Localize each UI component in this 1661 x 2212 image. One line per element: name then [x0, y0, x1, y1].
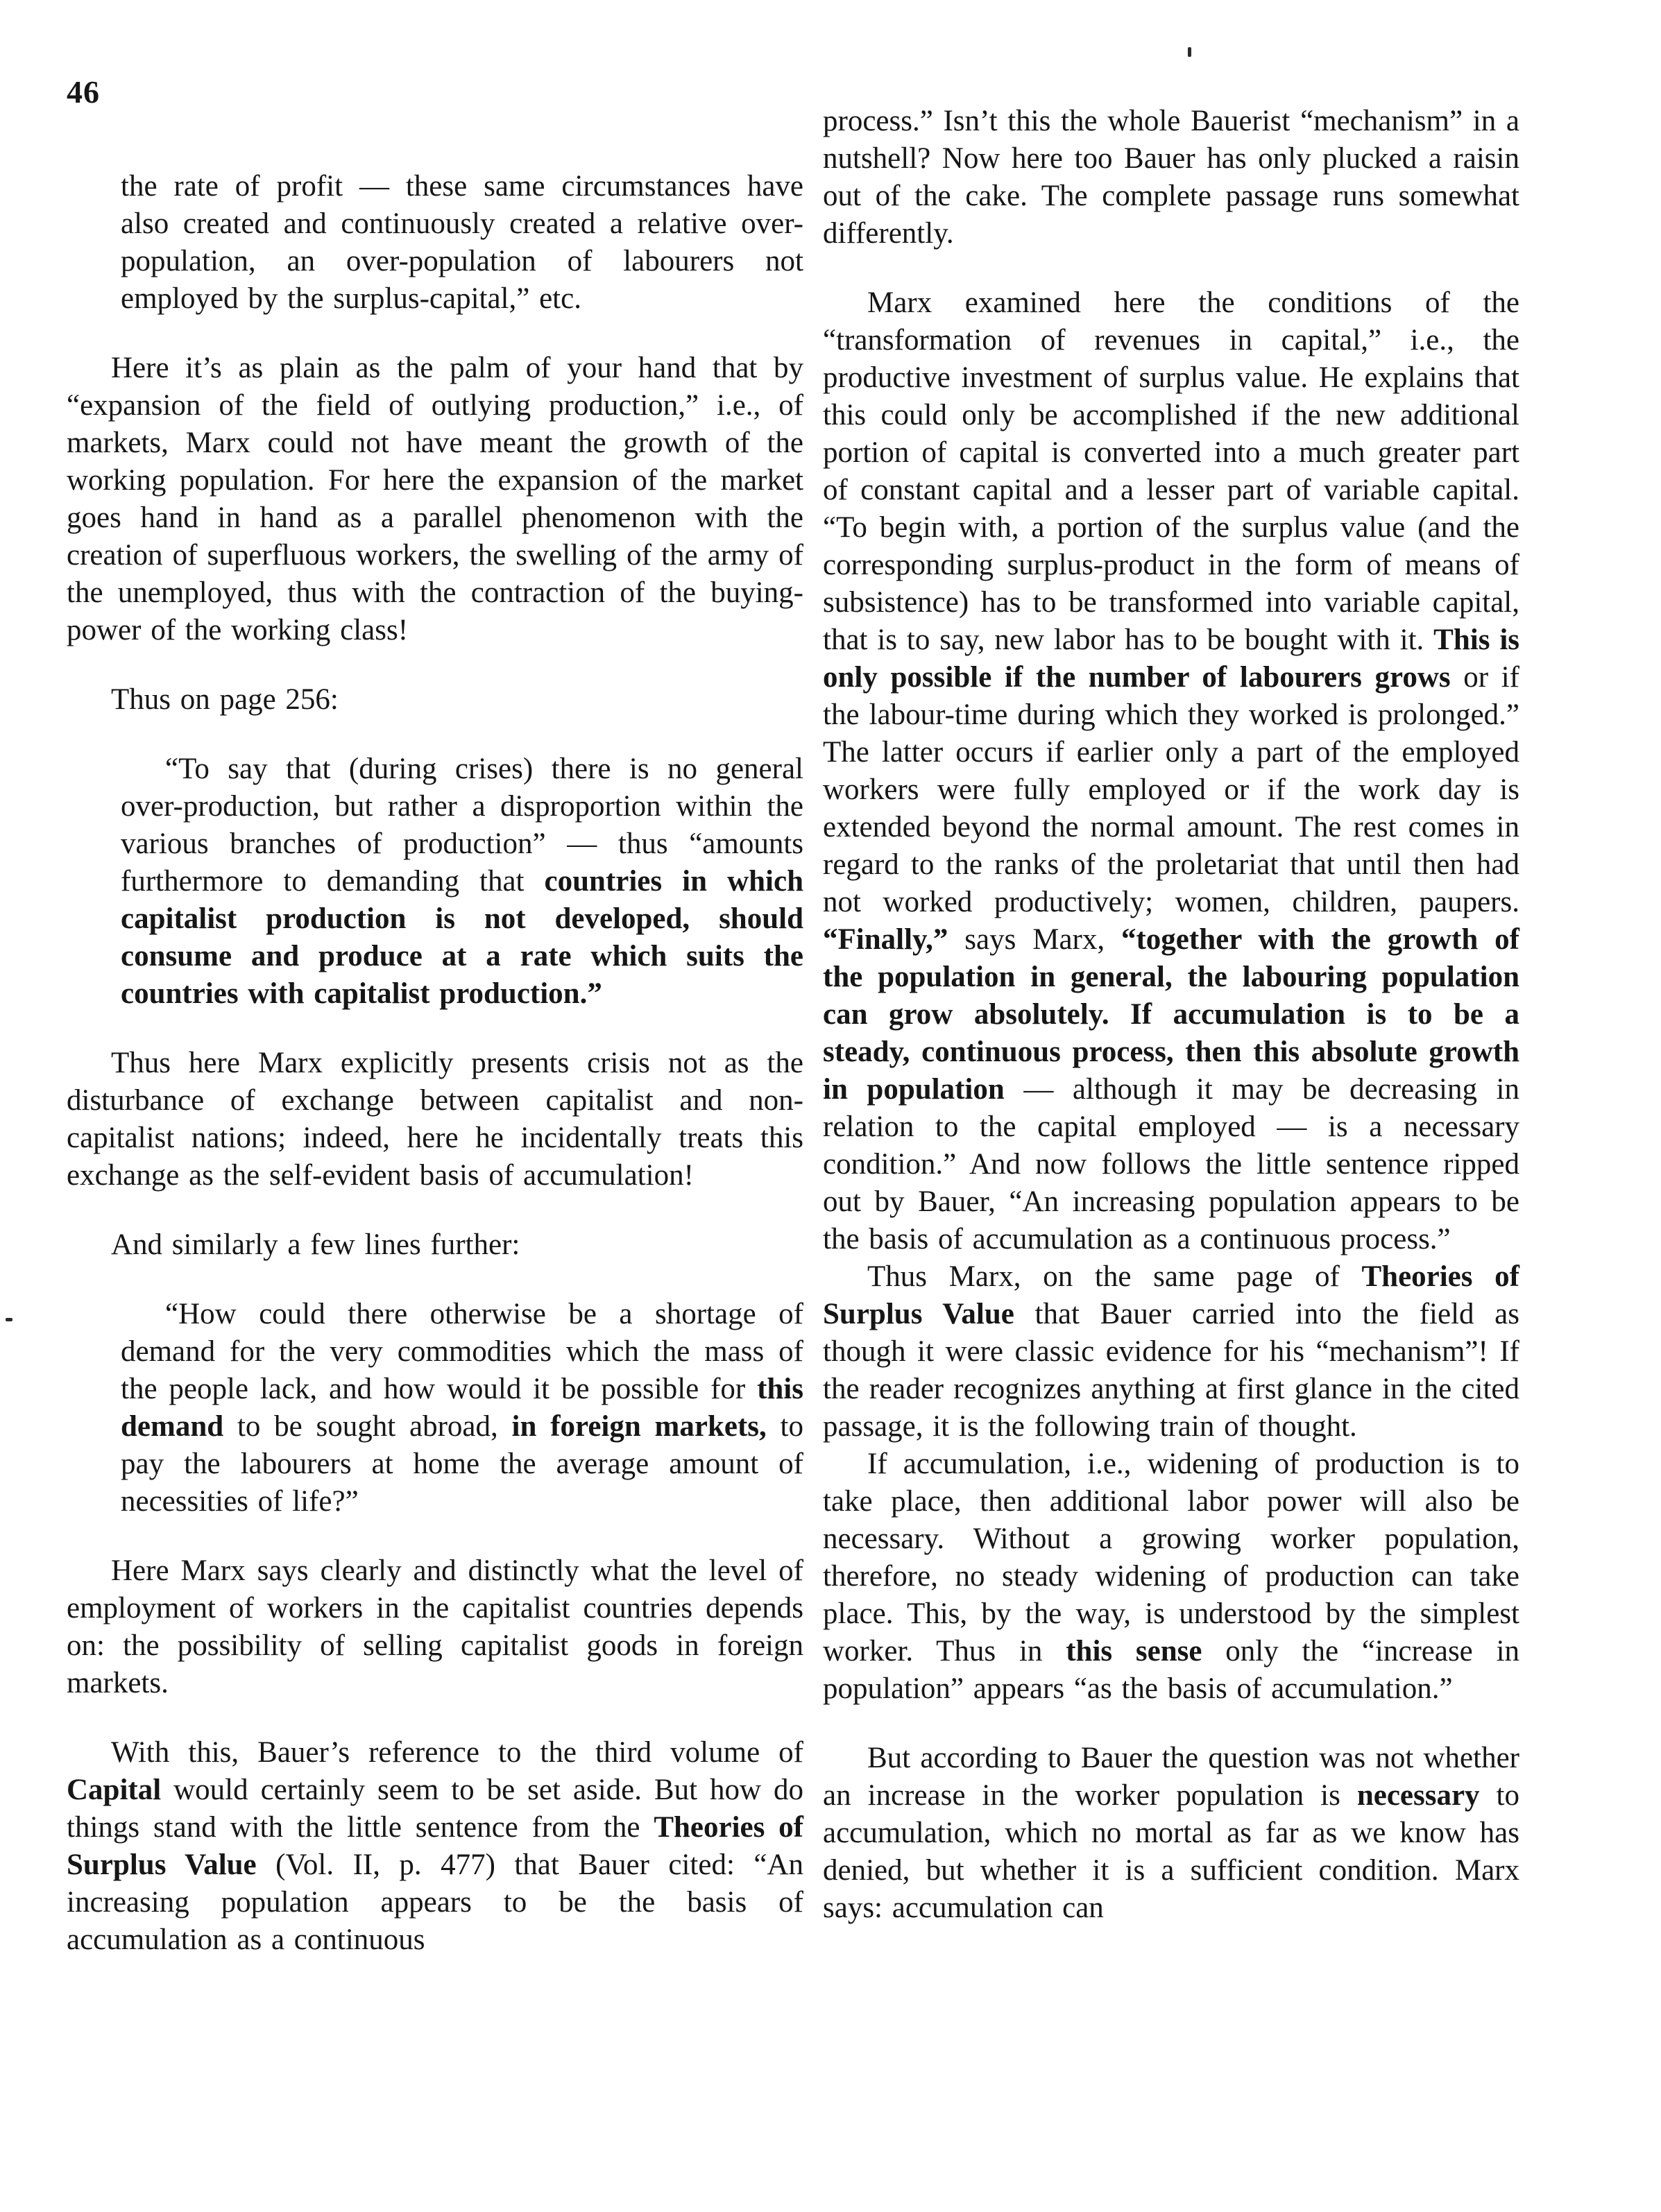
- quote-block: [121, 751, 803, 1013]
- bold-text-segment: in foreign markets,: [511, 1410, 767, 1443]
- text-segment: to pay the labourers at home the average amount of necessities of life?”: [121, 1410, 803, 1518]
- paragraph-block: [67, 681, 803, 719]
- paragraph-block: [67, 1045, 803, 1194]
- text-segment: that Bauer carried into the field as though it were classic evidence for his “mechanism”! If the reader recognizes anything at first glance in the cited passage, it is the following train of thought.: [823, 1298, 1519, 1443]
- paragraph-block: [823, 1258, 1519, 1446]
- text-segment: — although it may be decreasing in relation to the capital employed — is a necessary condition.” And now follows the little sentence ripped out by Bauer, “An increasing population appears to be the basis of accumulation as a continuous process.”: [823, 1073, 1519, 1255]
- paragraph-block: [67, 1734, 803, 1959]
- text-segment: only the “increase in population” appears “as the basis of accumulation.”: [823, 1635, 1520, 1705]
- bold-text-segment: “together with the growth of the population in general, the labouring population can grow absolutely. If accumulation is to be a steady, continuous process, then this absolute growth in population: [823, 923, 1519, 1106]
- quote-block: [121, 1296, 803, 1520]
- text-segment: Here Marx says clearly and distinctly what the level of employment of workers in the capitalist countries depends on: the possibility of selling capitalist goods in foreign markets.: [67, 1554, 803, 1699]
- bold-text-segment: Theories of Surplus Value: [67, 1811, 803, 1881]
- text-segment: to be sought abroad,: [223, 1410, 512, 1443]
- page-number: 46: [67, 74, 100, 110]
- text-segment: to accumulation, which no mortal as far as we know has denied, but whether it is a sufficient condition. Marx says: accumulation can: [823, 1779, 1519, 1924]
- text-segment: or if the labour-time during which they worked is prolonged.” The latter occurs if earlier only a part of the employed workers were fully employed or if the work day is extended beyond the normal amount. The rest comes in regard to the ranks of the proletariat that until then had not worked productively; women, children, paupers.: [823, 661, 1519, 918]
- paragraph-block: [67, 1552, 803, 1702]
- text-segment: And similarly a few lines further:: [111, 1228, 520, 1261]
- text-segment: “To say that (during crises) there is no general over-production, but rather a disproportion within the various branches of production” — thus “amounts furthermore to demanding that: [121, 753, 803, 898]
- bold-text-segment: this sense: [1066, 1635, 1202, 1667]
- paragraph-block: [67, 350, 803, 649]
- bold-text-segment: Theories of Surplus Value: [823, 1260, 1519, 1330]
- text-segment: process.” Isn’t this the whole Bauerist “mechanism” in a nutshell? Now here too Bauer has only plucked a raisin out of the cake. The complete passage runs somewhat differently.: [823, 105, 1519, 250]
- text-segment: Thus Marx, on the same page of: [867, 1260, 1362, 1293]
- text-column-left: [67, 168, 803, 1991]
- text-segment: Marx examined here the conditions of the “transformation of revenues in capital,” i.e., the productive investment of surplus value. He explains that this could only be accomplished if the new additional portion of capital is converted into a much greater part of constant capital and a lesser part of variable capital. “To begin with, a portion of the surplus value (and the corresponding surplus-product in the form of means of subsistence) has to be transformed into variable capital, that is to say, new labor has to be bought with it.: [823, 286, 1519, 656]
- text-segment: “How could there otherwise be a shortage of demand for the very commodities which the mass of the people lack, and how would it be possible for: [121, 1298, 803, 1405]
- paragraph-block: [67, 1226, 803, 1264]
- bold-text-segment: This is only possible if the number of labourers grows: [823, 624, 1519, 694]
- bold-text-segment: countries in which capitalist production is not developed, should consume and produce at a rate which suits the countries with capitalist production.”: [121, 865, 803, 1010]
- quote-block: [121, 168, 803, 318]
- text-segment: (Vol. II, p. 477) that Bauer cited: “An increasing population appears to be the basis of accumulation as a continuous: [67, 1849, 803, 1956]
- text-column-right: [823, 103, 1519, 1959]
- paragraph-block: [823, 1740, 1519, 1927]
- bold-text-segment: this demand: [121, 1373, 803, 1443]
- text-segment: Here it’s as plain as the palm of your hand that by “expansion of the field of outlying production,” i.e., of markets, Marx could not have meant the growth of the working population. For here the expansion of the market goes hand in hand as a parallel phenomenon with the creation of superfluous workers, the swelling of the army of the unemployed, thus with the contraction of the buying-power of the working class!: [67, 352, 803, 646]
- bold-text-segment: Capital: [67, 1774, 162, 1806]
- text-segment: Thus here Marx explicitly presents crisis not as the disturbance of exchange between capitalist and non-capitalist nations; indeed, here he incidentally treats this exchange as the self-evident basis of accumulation!: [67, 1047, 803, 1192]
- text-segment: the rate of profit — these same circumstances have also created and continuously created a relative over-population, an over-population of labourers not employed by the surplus-capital,” etc.: [121, 170, 803, 315]
- paragraph-block: [823, 103, 1519, 252]
- text-segment: If accumulation, i.e., widening of production is to take place, then additional labor power will also be necessary. Without a growing worker population, therefore, no steady widening of production can take place. This, by the way, is understood by the simplest worker. Thus in: [823, 1448, 1519, 1667]
- text-segment: But according to Bauer the question was not whether an increase in the worker population is: [823, 1742, 1519, 1812]
- text-segment: With this, Bauer’s reference to the third volume of: [111, 1736, 803, 1769]
- bold-text-segment: “Finally,”: [823, 923, 948, 956]
- scan-speck: [1188, 47, 1191, 57]
- text-segment: Thus on page 256:: [111, 683, 339, 716]
- scan-speck: [6, 1318, 12, 1321]
- text-segment: would certainly seem to be set aside. But how do things stand with the little sentence from the: [67, 1774, 803, 1844]
- text-segment: says Marx,: [948, 923, 1121, 956]
- bold-text-segment: necessary: [1356, 1779, 1480, 1812]
- paragraph-block: [823, 284, 1519, 1258]
- paragraph-block: [823, 1446, 1519, 1708]
